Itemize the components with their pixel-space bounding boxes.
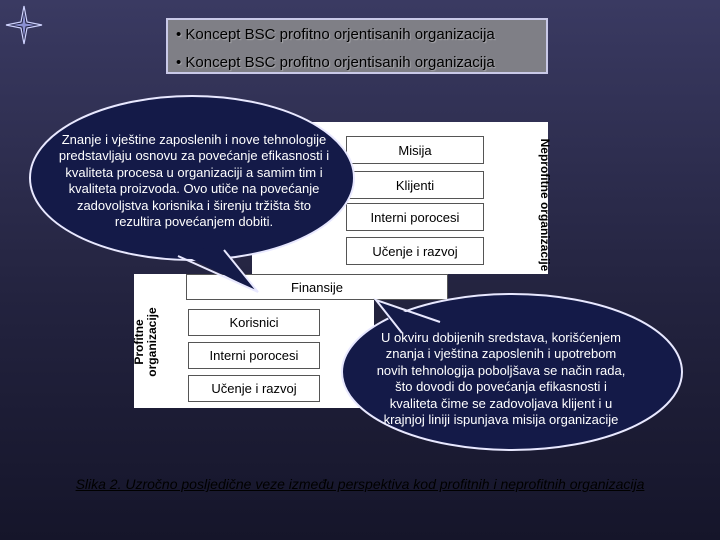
nonprofit-box-clients: Klijenti (346, 171, 484, 199)
nonprofit-box-mission: Misija (346, 136, 484, 164)
profit-box-finance: Finansije (186, 274, 448, 300)
title-line: • Koncept BSC profitno orjentisanih organizacija (176, 26, 495, 43)
profit-bubble-text: U okviru dobijenih sredstava, korišćenjem znanja i vještina zaposlenih i upotrebom novih tehnologija poboljšava se način rada, što dovodi do povećanja efikasnosti i kvaliteta čime se zadovoljava klijent i u krajnjoj liniji ispunjava misija organizacije (376, 329, 626, 427)
nonprofit-box-internal: Interni porocesi (346, 203, 484, 231)
nonprofit-bubble-text: Znanje i vještine zaposlenih i nove tehnologije predstavljaju osnovu za povećanje efikasnosti i kvaliteta procesa u organizaciji a samim tim i kvaliteta proizvoda. Ovo utiče na povećanje zadovoljstva korisnika i širenju tržišta što rezultira povećanjem dobiti. (58, 131, 330, 229)
profit-box-learning: Učenje i razvoj (188, 375, 320, 402)
profit-side-label: Profitne organizacije (132, 307, 159, 377)
nonprofit-side-label: Neprofitne organizacije (538, 138, 552, 272)
profit-box-customers: Korisnici (188, 309, 320, 336)
profit-box-internal: Interni porocesi (188, 342, 320, 369)
title-line: • Koncept BSC profitno orjentisanih organizacija (176, 54, 495, 71)
figure-caption: Slika 2. Uzročno posljedične veze između perspektiva kod profitnih i neprofitnih organizacija (75, 476, 645, 492)
nonprofit-box-learning: Učenje i razvoj (346, 237, 484, 265)
